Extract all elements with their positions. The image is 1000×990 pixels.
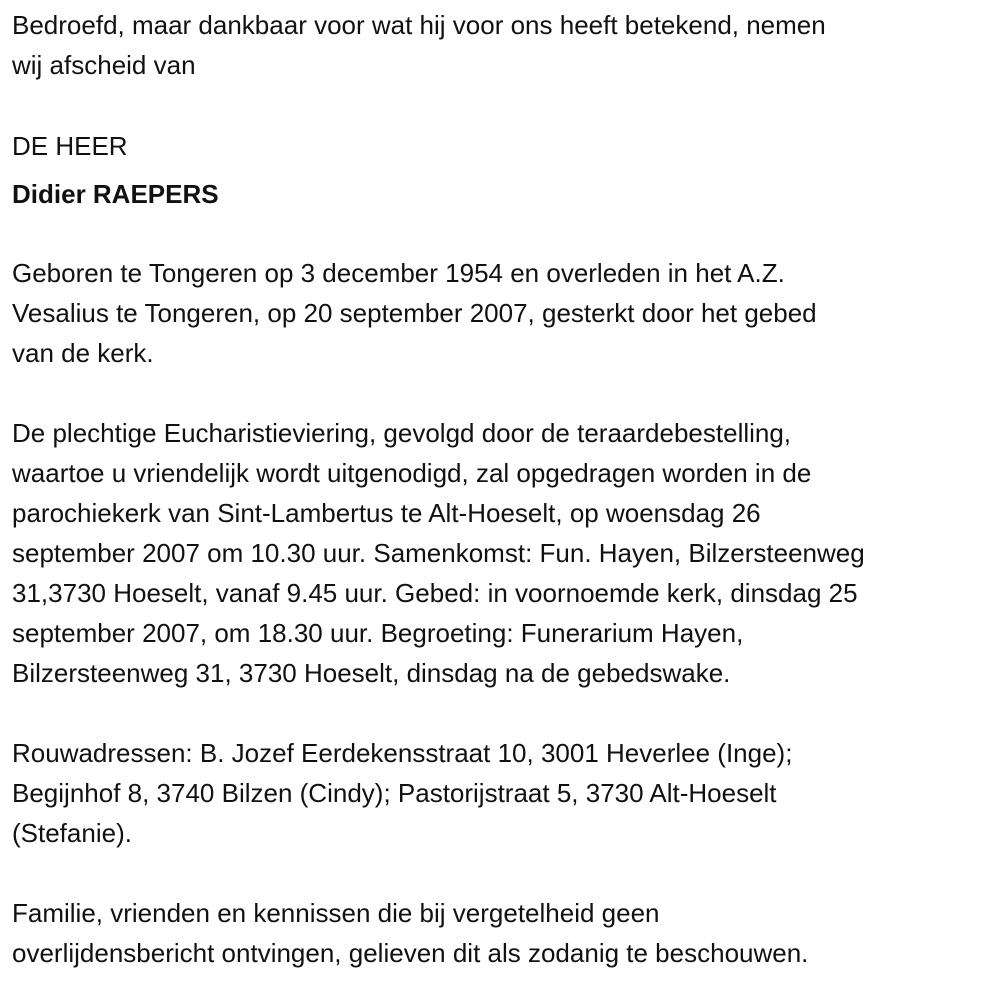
text-line: 31,3730 Hoeselt, vanaf 9.45 uur. Gebed: in voornoemde kerk, dinsdag 25 bbox=[12, 578, 858, 608]
text-line: van de kerk. bbox=[12, 338, 154, 368]
text-line: Vesalius te Tongeren, op 20 september 2007, gesterkt door het gebed bbox=[12, 298, 817, 328]
text-line: Begijnhof 8, 3740 Bilzen (Cindy); Pastorijstraat 5, 3730 Alt-Hoeselt bbox=[12, 778, 777, 808]
text-line: Bilzersteenweg 31, 3730 Hoeselt, dinsdag na de gebedswake. bbox=[12, 658, 731, 688]
intro-paragraph bbox=[12, 5, 1000, 85]
deceased-name bbox=[12, 174, 1000, 214]
text-line: Didier RAEPERS bbox=[12, 179, 219, 209]
text-line: wij afscheid van bbox=[12, 50, 196, 80]
birth-death-paragraph bbox=[12, 253, 1000, 373]
text-line: Rouwadressen: B. Jozef Eerdekensstraat 10, 3001 Heverlee (Inge); bbox=[12, 738, 793, 768]
text-line: overlijdensbericht ontvingen, gelieven dit als zodanig te beschouwen. bbox=[12, 938, 809, 968]
text-line: september 2007 om 10.30 uur. Samenkomst: Fun. Hayen, Bilzersteenweg bbox=[12, 538, 865, 568]
ceremony-paragraph bbox=[12, 413, 1000, 693]
text-line: Bedroefd, maar dankbaar voor wat hij voor ons heeft betekend, nemen bbox=[12, 10, 826, 40]
addresses-paragraph bbox=[12, 733, 1000, 853]
text-line: De plechtige Eucharistieviering, gevolgd door de teraardebestelling, bbox=[12, 418, 792, 448]
text-line: DE HEER bbox=[12, 131, 128, 161]
honorific-title bbox=[12, 126, 1000, 166]
text-line: parochiekerk van Sint-Lambertus te Alt-Hoeselt, op woensdag 26 bbox=[12, 498, 761, 528]
text-line: waartoe u vriendelijk wordt uitgenodigd, zal opgedragen worden in de bbox=[12, 458, 812, 488]
text-line: Familie, vrienden en kennissen die bij vergetelheid geen bbox=[12, 898, 660, 928]
text-line: Geboren te Tongeren op 3 december 1954 en overleden in het A.Z. bbox=[12, 258, 785, 288]
text-line: (Stefanie). bbox=[12, 818, 132, 848]
closing-paragraph bbox=[12, 893, 1000, 973]
text-line: september 2007, om 18.30 uur. Begroeting: Funerarium Hayen, bbox=[12, 618, 744, 648]
